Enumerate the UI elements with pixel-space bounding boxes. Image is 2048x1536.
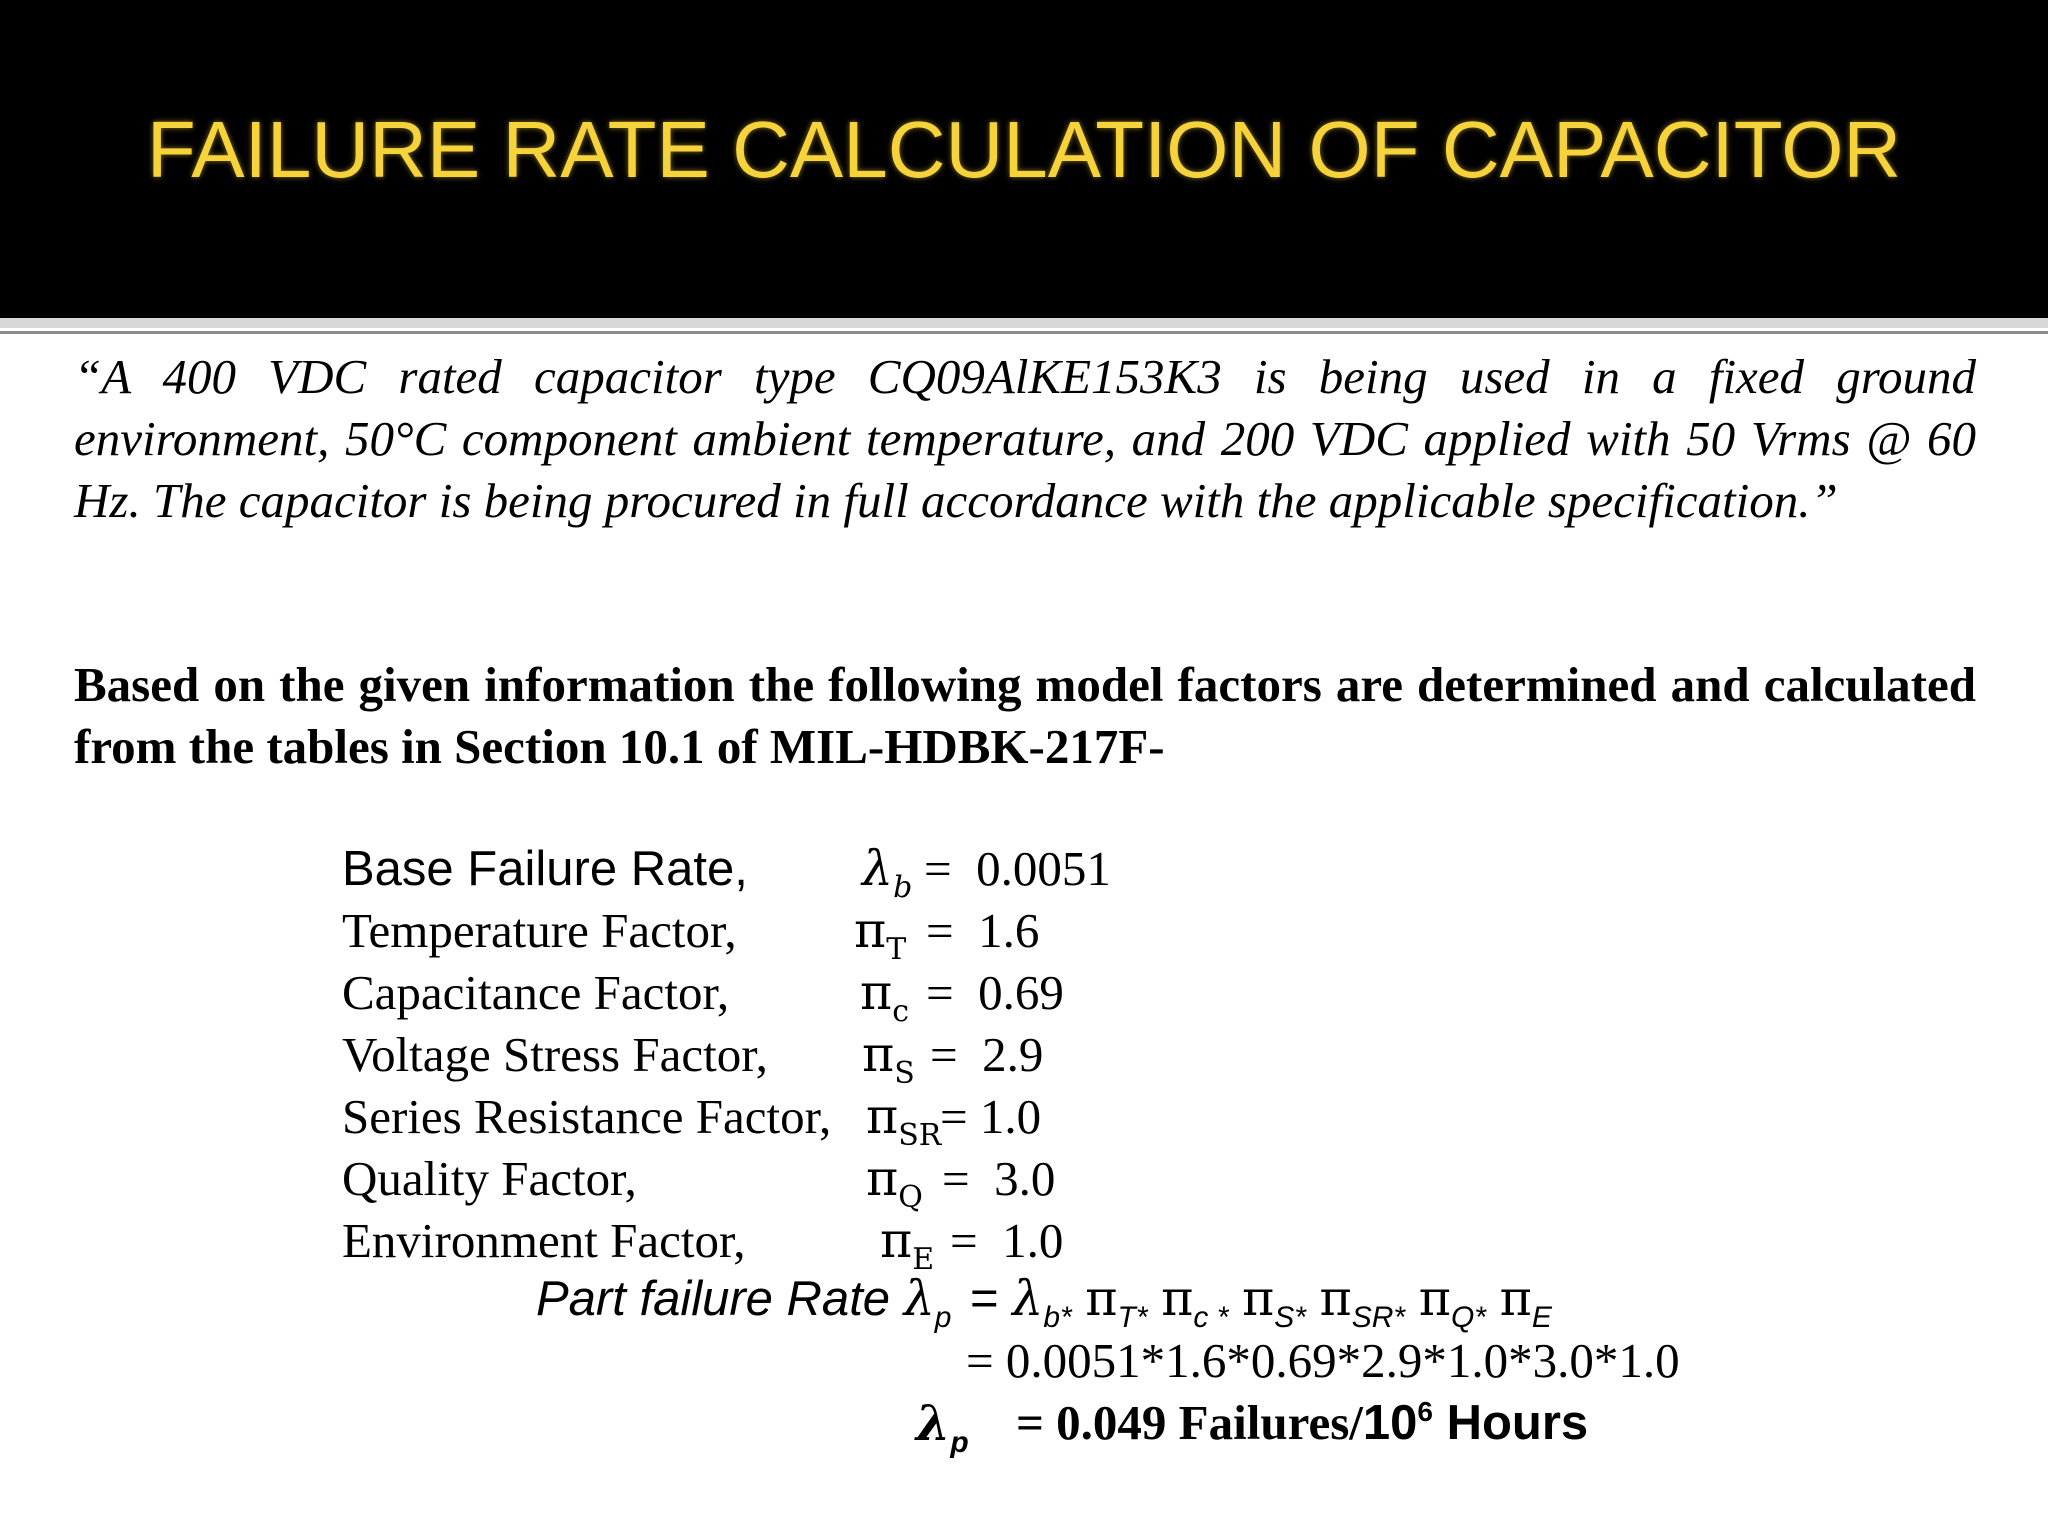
formula-substitution: = 0.0051*1.6*0.69*2.9*1.0*3.0*1.0 — [966, 1333, 1680, 1388]
header-divider-line — [0, 331, 2048, 334]
slide-title: FAILURE RATE CALCULATION OF CAPACITOR — [146, 105, 1902, 194]
factor-label-temperature: Temperature Factor, — [342, 903, 737, 958]
formula-label: Part failure Rate $\lambda_p$ — [536, 1270, 952, 1334]
factor-label-capacitance: Capacitance Factor, — [342, 965, 730, 1020]
result-value: = 0.049 Failures/$10^6$ Hours — [1016, 1395, 1589, 1450]
factor-label-base-failure-rate: Base Failure Rate, — [342, 842, 748, 896]
factor-label-quality: Quality Factor, — [342, 1151, 637, 1206]
formula-expression: = $\lambda_{b*}$ $\pi_{T*}$ $\pi_{c *}$ $\pi_{S*}$ $\pi_{SR*}$ $\pi_{Q*}$ $\pi_E$ — [970, 1270, 1552, 1334]
factor-value-quality: = 3.0 — [942, 1151, 1056, 1206]
factor-symbol-pi-t: $\pi_T$ — [854, 902, 907, 967]
factor-label-voltage-stress: Voltage Stress Factor, — [342, 1027, 768, 1082]
header-divider — [0, 318, 2048, 328]
factor-symbol-pi-q: $\pi_Q$ — [866, 1150, 923, 1215]
result-symbol: $\lambda_p$ — [916, 1394, 969, 1459]
factor-label-series-resistance: Series Resistance Factor, — [342, 1089, 832, 1144]
factor-label-environment: Environment Factor, — [342, 1213, 746, 1268]
problem-statement: “A 400 VDC rated capacitor type CQ09AlKE153K3 is being used in a fixed ground environment, 50°C component ambient temperature, and 200 VDC applied with 50 Vrms @ 60 Hz. The capacitor is being procured in full accordance with the applicable specification.” — [74, 349, 1976, 528]
factor-value-series-resistance: = 1.0 — [940, 1089, 1042, 1144]
factor-value-temperature: = 1.6 — [926, 903, 1040, 958]
factor-value-base-failure-rate: = 0.0051 — [924, 841, 1111, 896]
factor-value-voltage-stress: = 2.9 — [930, 1027, 1044, 1082]
factor-symbol-pi-sr: $\pi_{SR}$ — [866, 1088, 942, 1153]
model-factors-intro: Based on the given information the following model factors are determined and calculated from the tables in Section 10.1 of MIL-HDBK-217F- — [74, 657, 1976, 774]
factor-value-environment: = 1.0 — [950, 1213, 1064, 1268]
factor-symbol-pi-s: $\pi_S$ — [862, 1026, 915, 1091]
factor-value-capacitance: = 0.69 — [926, 965, 1064, 1020]
factor-symbol-lambda-b: $\lambda_b$ — [862, 840, 913, 905]
factor-symbol-pi-e: $\pi_E$ — [880, 1212, 935, 1277]
factor-symbol-pi-c: $\pi_c$ — [860, 964, 910, 1029]
